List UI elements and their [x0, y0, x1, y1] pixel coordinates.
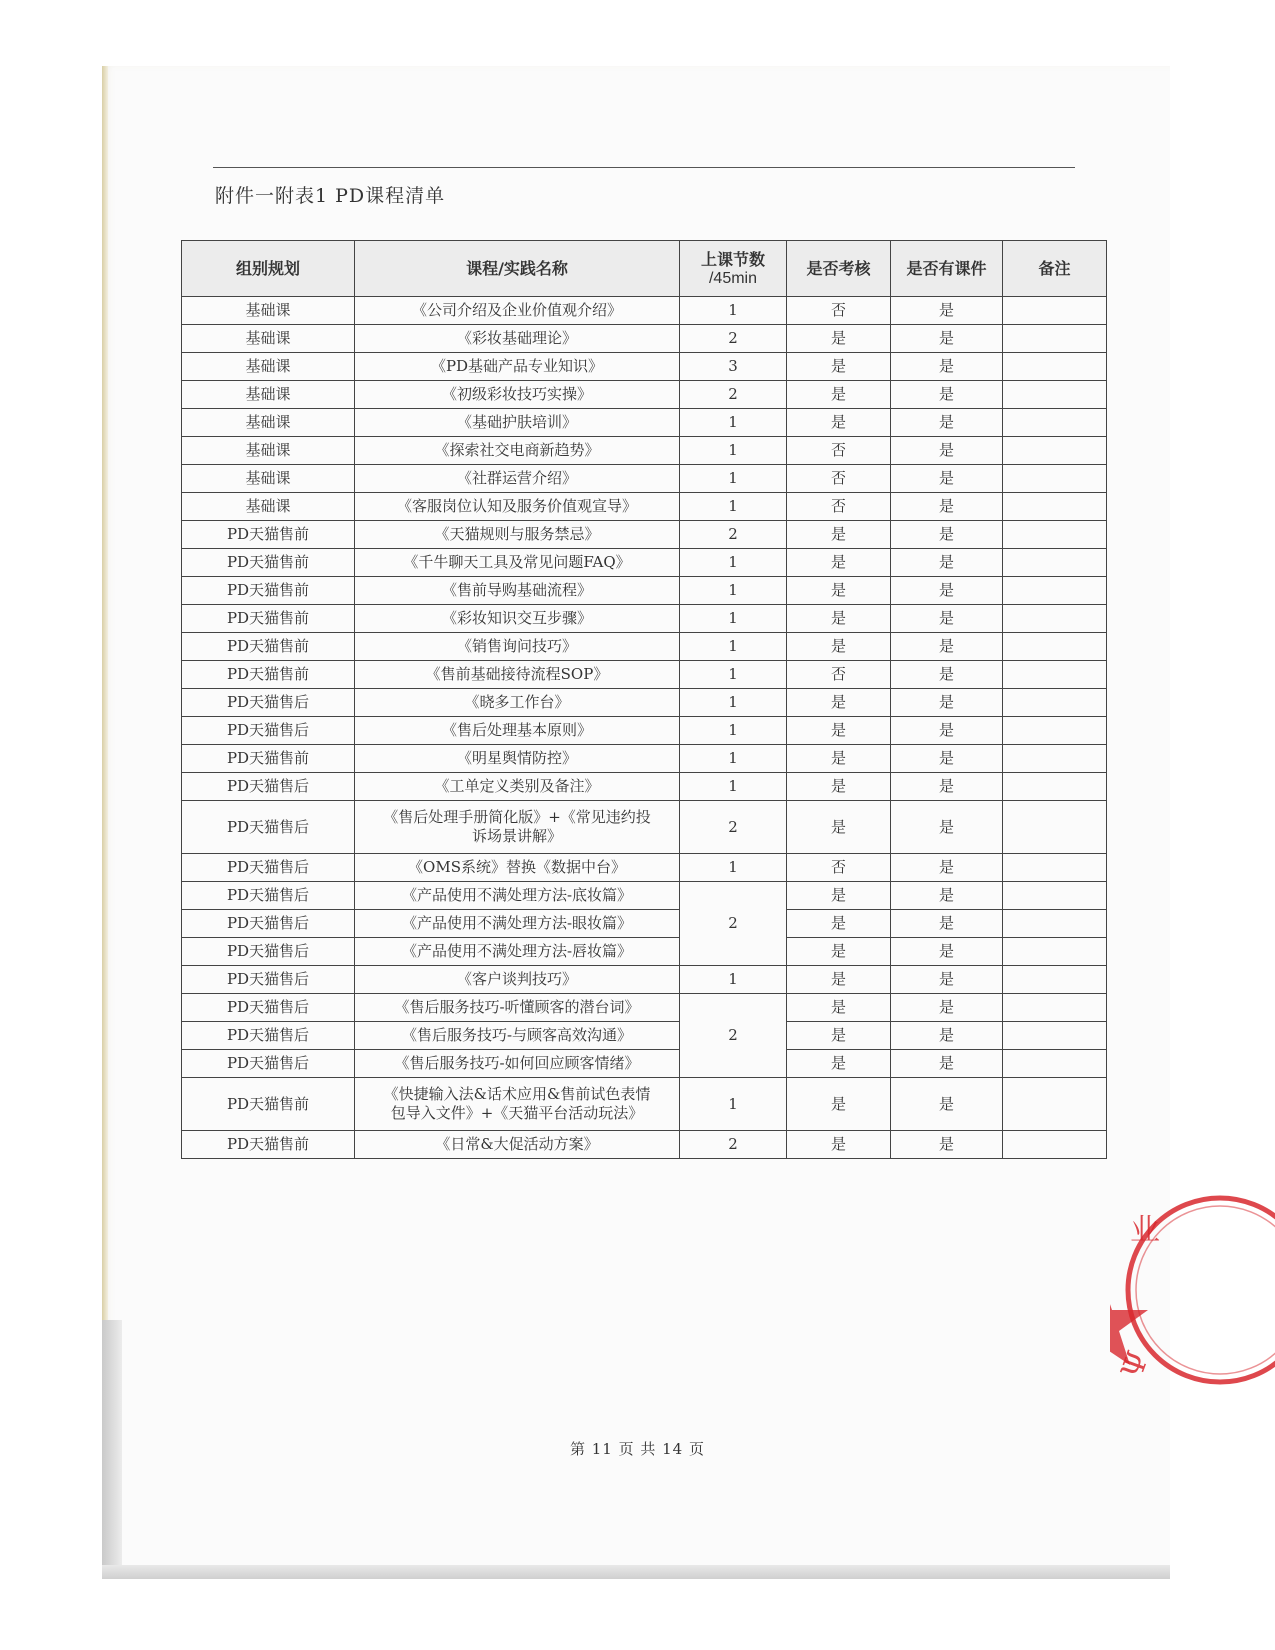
cell-courseware: 是	[891, 437, 1003, 465]
cell-course: 《彩妆知识交互步骤》	[355, 605, 680, 633]
cell-exam: 是	[787, 1078, 891, 1131]
cell-course: 《日常&大促活动方案》	[355, 1131, 680, 1159]
cell-course: 《产品使用不满处理方法-唇妆篇》	[355, 938, 680, 966]
cell-group: PD天猫售前	[182, 1131, 355, 1159]
cell-sessions: 1	[680, 493, 787, 521]
cell-course: 《售后服务技巧-听懂顾客的潜台词》	[355, 994, 680, 1022]
cell-remark	[1003, 521, 1107, 549]
cell-group: PD天猫售后	[182, 882, 355, 910]
cell-exam: 是	[787, 801, 891, 854]
header-courseware: 是否有课件	[891, 241, 1003, 297]
cell-sessions: 2	[680, 801, 787, 854]
cell-course: 《售前导购基础流程》	[355, 577, 680, 605]
cell-exam: 是	[787, 577, 891, 605]
cell-sessions-merged: 2	[680, 882, 787, 966]
header-sessions-line1: 上课节数	[700, 249, 765, 269]
header-remark: 备注	[1003, 241, 1107, 297]
cell-remark	[1003, 689, 1107, 717]
table-row	[182, 994, 1107, 1022]
cell-exam: 否	[787, 493, 891, 521]
cell-courseware: 是	[891, 745, 1003, 773]
cell-remark	[1003, 854, 1107, 882]
cell-course: 《产品使用不满处理方法-底妆篇》	[355, 882, 680, 910]
cell-sessions: 3	[680, 353, 787, 381]
cell-course: 《明星舆情防控》	[355, 745, 680, 773]
cell-courseware: 是	[891, 297, 1003, 325]
cell-exam: 是	[787, 325, 891, 353]
cell-remark	[1003, 1050, 1107, 1078]
cell-course-line1: 《售后处理手册简化版》+《常见违约投	[383, 808, 651, 826]
cell-course: 《售后服务技巧-如何回应顾客情绪》	[355, 1050, 680, 1078]
cell-exam: 是	[787, 966, 891, 994]
cell-course: 《社群运营介绍》	[355, 465, 680, 493]
cell-course	[355, 801, 680, 854]
cell-remark	[1003, 381, 1107, 409]
cell-courseware: 是	[891, 605, 1003, 633]
cell-courseware: 是	[891, 689, 1003, 717]
cell-group: PD天猫售后	[182, 773, 355, 801]
cell-exam: 是	[787, 1022, 891, 1050]
cell-course	[355, 1078, 680, 1131]
header-group: 组别规划	[182, 241, 355, 297]
table-row	[182, 381, 1107, 409]
cell-sessions: 1	[680, 577, 787, 605]
cell-remark	[1003, 465, 1107, 493]
cell-exam: 否	[787, 661, 891, 689]
cell-exam: 是	[787, 717, 891, 745]
cell-remark	[1003, 717, 1107, 745]
cell-remark	[1003, 773, 1107, 801]
cell-course-line2: 包导入文件》+《天猫平台活动玩法》	[390, 1104, 644, 1122]
table-row	[182, 717, 1107, 745]
table-row	[182, 577, 1107, 605]
cell-group: PD天猫售后	[182, 966, 355, 994]
cell-remark	[1003, 966, 1107, 994]
cell-courseware: 是	[891, 910, 1003, 938]
cell-remark	[1003, 605, 1107, 633]
seal-text-top: 业	[1130, 1213, 1160, 1248]
cell-sessions: 1	[680, 966, 787, 994]
cell-group: PD天猫售后	[182, 910, 355, 938]
cell-course: 《售后处理基本原则》	[355, 717, 680, 745]
table-row	[182, 409, 1107, 437]
page-title: 附件一附表1 PD课程清单	[215, 185, 446, 207]
cell-remark	[1003, 661, 1107, 689]
cell-exam: 是	[787, 689, 891, 717]
cell-course: 《公司介绍及企业价值观介绍》	[355, 297, 680, 325]
cell-group: PD天猫售后	[182, 938, 355, 966]
table-row	[182, 325, 1107, 353]
table-row	[182, 465, 1107, 493]
cell-course: 《产品使用不满处理方法-眼妆篇》	[355, 910, 680, 938]
cell-courseware: 是	[891, 1050, 1003, 1078]
cell-group: PD天猫售后	[182, 994, 355, 1022]
header-exam: 是否考核	[787, 241, 891, 297]
page-shadow-bottom	[102, 1565, 1170, 1579]
table-row	[182, 1078, 1107, 1131]
cell-exam: 否	[787, 465, 891, 493]
cell-group: PD天猫售前	[182, 521, 355, 549]
cell-course: 《初级彩妆技巧实操》	[355, 381, 680, 409]
table-row	[182, 854, 1107, 882]
cell-group: 基础课	[182, 437, 355, 465]
seal-text-bottom: Ψ	[1114, 1346, 1157, 1384]
cell-course: 《客户谈判技巧》	[355, 966, 680, 994]
cell-courseware: 是	[891, 938, 1003, 966]
cell-remark	[1003, 633, 1107, 661]
cell-course: 《探索社交电商新趋势》	[355, 437, 680, 465]
cell-remark	[1003, 882, 1107, 910]
cell-group: PD天猫售后	[182, 854, 355, 882]
table-row	[182, 910, 1107, 938]
cell-course: 《天猫规则与服务禁忌》	[355, 521, 680, 549]
cell-exam: 是	[787, 745, 891, 773]
table-row	[182, 745, 1107, 773]
cell-course: 《客服岗位认知及服务价值观宣导》	[355, 493, 680, 521]
cell-exam: 是	[787, 353, 891, 381]
cell-courseware: 是	[891, 381, 1003, 409]
cell-remark	[1003, 910, 1107, 938]
cell-group: PD天猫售后	[182, 1050, 355, 1078]
header-course: 课程/实践名称	[355, 241, 680, 297]
page-number-footer: 第 11 页 共 14 页	[569, 1440, 705, 1458]
cell-course-line1: 《快捷输入法&话术应用&售前试色表情	[383, 1085, 651, 1103]
cell-sessions: 1	[680, 633, 787, 661]
table-row	[182, 521, 1107, 549]
cell-exam: 是	[787, 605, 891, 633]
cell-sessions: 2	[680, 381, 787, 409]
cell-sessions: 1	[680, 437, 787, 465]
cell-group: PD天猫售前	[182, 605, 355, 633]
cell-group: PD天猫售后	[182, 1022, 355, 1050]
cell-course: 《晓多工作台》	[355, 689, 680, 717]
cell-course: 《工单定义类别及备注》	[355, 773, 680, 801]
cell-group: 基础课	[182, 409, 355, 437]
cell-exam: 是	[787, 633, 891, 661]
cell-sessions: 1	[680, 297, 787, 325]
cell-remark	[1003, 353, 1107, 381]
table-row	[182, 689, 1107, 717]
cell-courseware: 是	[891, 994, 1003, 1022]
cell-exam: 是	[787, 910, 891, 938]
cell-remark	[1003, 577, 1107, 605]
cell-exam: 是	[787, 549, 891, 577]
cell-courseware: 是	[891, 493, 1003, 521]
header-rule	[213, 167, 1075, 168]
cell-remark	[1003, 801, 1107, 854]
cell-courseware: 是	[891, 773, 1003, 801]
table-row	[182, 1131, 1107, 1159]
cell-course: 《PD基础产品专业知识》	[355, 353, 680, 381]
cell-courseware: 是	[891, 1131, 1003, 1159]
cell-course: 《售前基础接待流程SOP》	[355, 661, 680, 689]
cell-group: 基础课	[182, 297, 355, 325]
cell-courseware: 是	[891, 353, 1003, 381]
table-row	[182, 633, 1107, 661]
cell-group: PD天猫售前	[182, 549, 355, 577]
company-seal	[1110, 1195, 1275, 1395]
cell-remark	[1003, 493, 1107, 521]
table-row	[182, 661, 1107, 689]
cell-sessions: 2	[680, 1131, 787, 1159]
cell-group: PD天猫售后	[182, 689, 355, 717]
cell-courseware: 是	[891, 661, 1003, 689]
cell-sessions: 1	[680, 605, 787, 633]
cell-exam: 是	[787, 521, 891, 549]
cell-course: 《销售询问技巧》	[355, 633, 680, 661]
cell-remark	[1003, 1022, 1107, 1050]
cell-exam: 是	[787, 994, 891, 1022]
table-row	[182, 773, 1107, 801]
cell-remark	[1003, 938, 1107, 966]
cell-courseware: 是	[891, 325, 1003, 353]
cell-exam: 否	[787, 437, 891, 465]
cell-exam: 是	[787, 1131, 891, 1159]
cell-remark	[1003, 325, 1107, 353]
cell-courseware: 是	[891, 521, 1003, 549]
header-sessions-line2: /45min	[708, 269, 758, 287]
table-header-row	[182, 241, 1107, 297]
cell-exam: 是	[787, 381, 891, 409]
cell-exam: 是	[787, 882, 891, 910]
cell-sessions: 2	[680, 521, 787, 549]
cell-sessions: 1	[680, 661, 787, 689]
cell-sessions: 1	[680, 745, 787, 773]
cell-remark	[1003, 1078, 1107, 1131]
cell-courseware: 是	[891, 717, 1003, 745]
cell-group: PD天猫售后	[182, 801, 355, 854]
table-row	[182, 1022, 1107, 1050]
cell-group: 基础课	[182, 325, 355, 353]
cell-course: 《OMS系统》替换《数据中台》	[355, 854, 680, 882]
cell-remark	[1003, 745, 1107, 773]
cell-sessions-merged: 2	[680, 994, 787, 1078]
cell-group: PD天猫售后	[182, 717, 355, 745]
table-row	[182, 882, 1107, 910]
cell-course: 《千牛聊天工具及常见问题FAQ》	[355, 549, 680, 577]
cell-courseware: 是	[891, 1022, 1003, 1050]
cell-group: 基础课	[182, 353, 355, 381]
table-row	[182, 801, 1107, 854]
table-row	[182, 966, 1107, 994]
cell-courseware: 是	[891, 633, 1003, 661]
cell-remark	[1003, 409, 1107, 437]
cell-sessions: 1	[680, 549, 787, 577]
course-table	[181, 240, 1107, 1159]
cell-courseware: 是	[891, 1078, 1003, 1131]
cell-group: PD天猫售前	[182, 1078, 355, 1131]
cell-courseware: 是	[891, 577, 1003, 605]
cell-exam: 是	[787, 1050, 891, 1078]
cell-group: PD天猫售前	[182, 661, 355, 689]
cell-remark	[1003, 1131, 1107, 1159]
table-row	[182, 549, 1107, 577]
cell-group: PD天猫售前	[182, 745, 355, 773]
cell-group: PD天猫售前	[182, 577, 355, 605]
cell-exam: 是	[787, 938, 891, 966]
cell-exam: 是	[787, 409, 891, 437]
seal-graphic	[1110, 1195, 1275, 1395]
cell-course: 《彩妆基础理论》	[355, 325, 680, 353]
cell-remark	[1003, 437, 1107, 465]
cell-courseware: 是	[891, 882, 1003, 910]
cell-courseware: 是	[891, 966, 1003, 994]
table-row	[182, 938, 1107, 966]
cell-group: 基础课	[182, 465, 355, 493]
cell-exam: 否	[787, 297, 891, 325]
cell-courseware: 是	[891, 854, 1003, 882]
cell-courseware: 是	[891, 409, 1003, 437]
cell-courseware: 是	[891, 801, 1003, 854]
cell-remark	[1003, 994, 1107, 1022]
cell-group: PD天猫售前	[182, 633, 355, 661]
cell-course: 《售后服务技巧-与顾客高效沟通》	[355, 1022, 680, 1050]
cell-sessions: 1	[680, 717, 787, 745]
cell-sessions: 2	[680, 325, 787, 353]
cell-sessions: 1	[680, 409, 787, 437]
cell-exam: 是	[787, 773, 891, 801]
cell-remark	[1003, 549, 1107, 577]
cell-sessions: 1	[680, 689, 787, 717]
cell-course: 《基础护肤培训》	[355, 409, 680, 437]
cell-exam: 否	[787, 854, 891, 882]
cell-group: 基础课	[182, 493, 355, 521]
table-row	[182, 437, 1107, 465]
table-row	[182, 297, 1107, 325]
cell-courseware: 是	[891, 465, 1003, 493]
table-row	[182, 353, 1107, 381]
cell-course-line2: 诉场景讲解》	[471, 827, 562, 845]
cell-sessions: 1	[680, 773, 787, 801]
table-row	[182, 493, 1107, 521]
table-row	[182, 605, 1107, 633]
header-sessions	[680, 241, 787, 297]
cell-sessions: 1	[680, 1078, 787, 1131]
cell-remark	[1003, 297, 1107, 325]
cell-sessions: 1	[680, 854, 787, 882]
table-row	[182, 1050, 1107, 1078]
cell-sessions: 1	[680, 465, 787, 493]
cell-group: 基础课	[182, 381, 355, 409]
cell-courseware: 是	[891, 549, 1003, 577]
